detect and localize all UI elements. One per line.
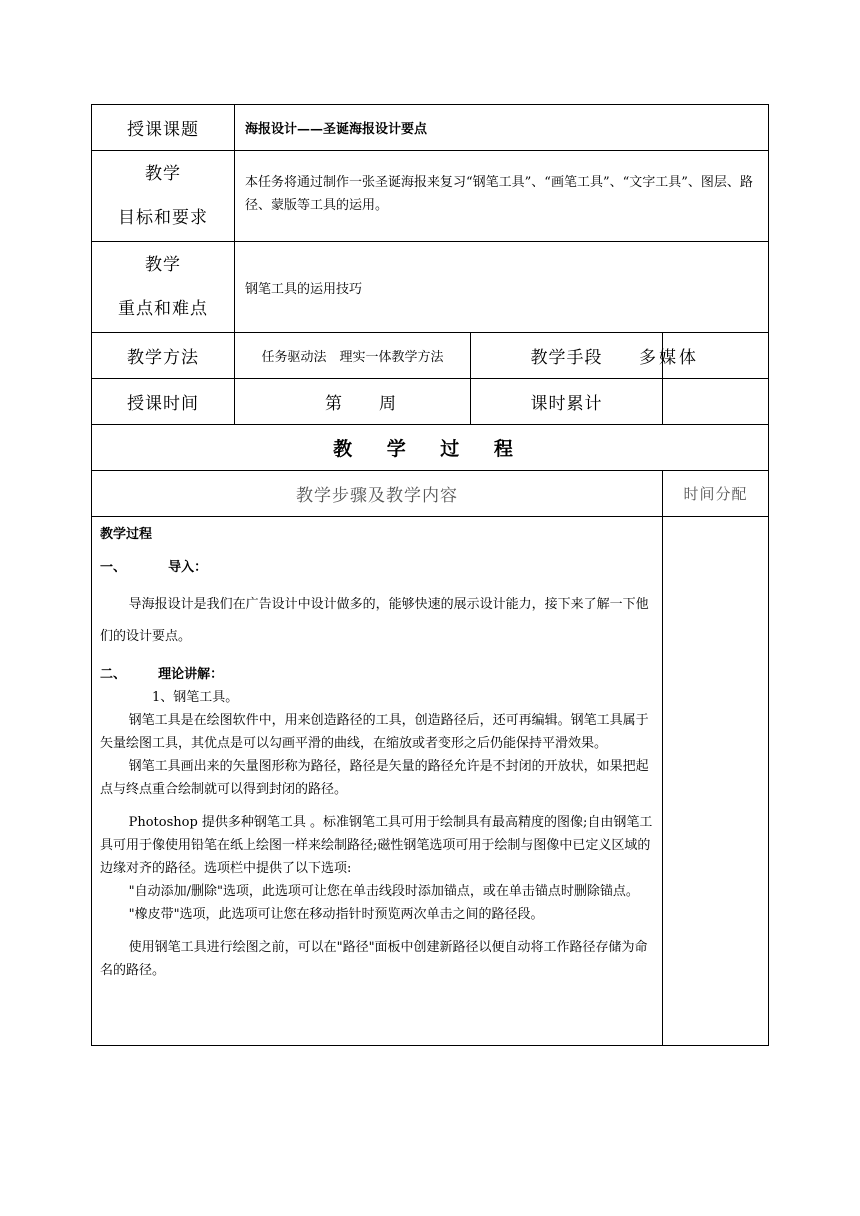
lesson-plan-table (91, 104, 769, 1046)
time-allocation-cell (663, 517, 769, 1046)
goal-value: 本任务将通过制作一张圣诞海报来复习“钢笔工具”、“画笔工具”、“文字工具”、图层、路径、蒙版等工具的运用。 (235, 151, 769, 242)
paragraph-auto-add-delete: "自动添加/删除"选项，此选项可让您在单击线段时添加锚点，或在单击锚点时删除锚点。 (128, 884, 639, 899)
key-label (92, 242, 235, 333)
process-title-row (92, 425, 769, 471)
paragraph-photoshop: Photoshop 提供多种钢笔工具 。标准钢笔工具可用于绘制具有最高精度的图像;自由钢笔工具可用于像使用铅笔在纸上绘图一样来绘制路径;磁性钢笔选项可用于绘制与图像中已定义区域的边缘对齐的路径。选项栏中提供了以下选项: (100, 815, 653, 876)
goal-label-line2: 目标和要求 (118, 208, 208, 228)
goal-label (92, 151, 235, 242)
topic-value: 海报设计——圣诞海报设计要点 (235, 105, 769, 151)
method-value: 任务驱动法 理实一体教学方法 (235, 333, 471, 379)
key-value: 钢笔工具的运用技巧 (235, 242, 769, 333)
time-allocation-header: 时间分配 (663, 471, 769, 517)
key-label-line1: 教学 (145, 255, 181, 275)
means-label: 教学手段 (471, 333, 663, 379)
steps-header: 教学步骤及教学内容 (92, 471, 663, 517)
hours-label: 课时累计 (471, 379, 663, 425)
content-row (92, 517, 769, 1046)
section-1-title: 导入： (168, 560, 208, 575)
paragraph-path: 钢笔工具画出来的矢量图形称为路径，路径是矢量的路径允许是不封闭的开放状，如果把起点与终点重合绘制就可以得到封闭的路径。 (100, 759, 649, 797)
time-row (92, 379, 769, 425)
key-label-line2: 重点和难点 (118, 299, 208, 319)
content-heading: 教学过程 (100, 527, 153, 542)
method-row (92, 333, 769, 379)
key-row (92, 242, 769, 333)
item-pen-tool: 1、钢笔工具。 (152, 690, 239, 705)
section-2-number: 二、 (100, 667, 127, 682)
teaching-content (92, 517, 663, 1046)
topic-label: 授课课题 (92, 105, 235, 151)
paragraph-pen-tool-intro: 钢笔工具是在绘图软件中，用来创造路径的工具，创造路径后，还可再编辑。钢笔工具属于矢量绘图工具，其优点是可以勾画平滑的曲线，在缩放或者变形之后仍能保持平滑效果。 (100, 713, 649, 751)
means-value: 多媒体 (663, 333, 769, 379)
section-1-heading (100, 556, 654, 579)
paragraph-rubber-band: "橡皮带"选项，此选项可让您在移动指针时预览两次单击之间的路径段。 (128, 907, 544, 922)
goal-row (92, 151, 769, 242)
paragraph-path-panel: 使用钢笔工具进行绘图之前，可以在"路径"面板中创建新路径以便自动将工作路径存储为命名的路径。 (100, 940, 648, 978)
section-2-heading (100, 663, 654, 686)
section-2-title: 理论讲解： (158, 667, 224, 682)
process-title: 教 学 过 程 (92, 425, 769, 471)
method-label: 教学方法 (92, 333, 235, 379)
paragraph-intro: 导海报设计是我们在广告设计中设计做多的，能够快速的展示设计能力，接下来了解一下他们的设计要点。 (100, 597, 649, 644)
goal-label-line1: 教学 (145, 164, 181, 184)
section-1-number: 一、 (100, 560, 127, 575)
time-label: 授课时间 (92, 379, 235, 425)
time-value: 第 周 (235, 379, 471, 425)
process-header-row (92, 471, 769, 517)
lesson-plan-sheet (91, 104, 768, 1046)
hours-value (663, 379, 769, 425)
topic-row (92, 105, 769, 151)
